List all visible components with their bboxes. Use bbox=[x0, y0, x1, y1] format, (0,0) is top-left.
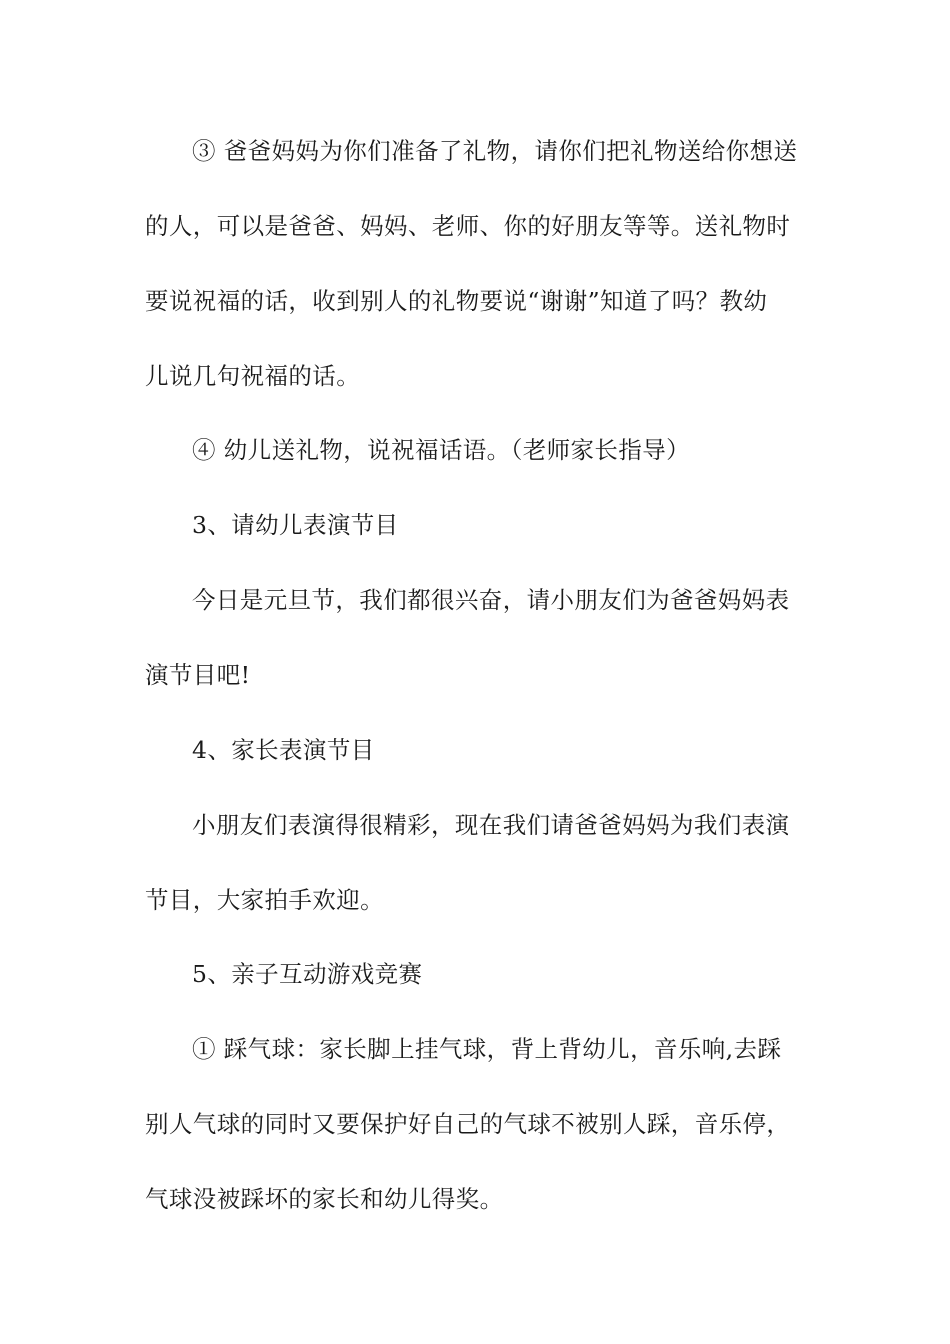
paragraph-new-year-line-1: 今日是元旦节，我们都很兴奋，请小朋友们为爸爸妈妈表 bbox=[192, 586, 790, 614]
paragraph-balloon-game-line-2: 别人气球的同时又要保护好自己的气球不被别人踩，音乐停， bbox=[145, 1110, 791, 1138]
paragraph-parents-performance-line-2: 节目，大家拍手欢迎。 bbox=[145, 886, 384, 914]
paragraph-gift-prep-line-3: 要说祝福的话，收到别人的礼物要说“谢谢”知道了吗？教幼 bbox=[145, 287, 768, 315]
section-heading-parent-child-game: 5、亲子互动游戏竞赛 bbox=[192, 960, 423, 988]
paragraph-new-year-line-2: 演节目吧! bbox=[145, 661, 251, 689]
paragraph-balloon-game-line-3: 气球没被踩坏的家长和幼儿得奖。 bbox=[145, 1185, 504, 1213]
section-heading-parents-performance: 4、家长表演节目 bbox=[192, 736, 375, 764]
paragraph-gift-prep-line-1: ③ 爸爸妈妈为你们准备了礼物，请你们把礼物送给你想送 bbox=[192, 137, 798, 165]
paragraph-gift-prep-line-2: 的人，可以是爸爸、妈妈、老师、你的好朋友等等。送礼物时 bbox=[145, 212, 791, 240]
paragraph-send-gifts: ④ 幼儿送礼物，说祝福话语。（老师家长指导） bbox=[192, 436, 691, 464]
paragraph-parents-performance-line-1: 小朋友们表演得很精彩，现在我们请爸爸妈妈为我们表演 bbox=[192, 811, 790, 839]
paragraph-gift-prep-line-4: 儿说几句祝福的话。 bbox=[145, 362, 361, 390]
section-heading-children-performance: 3、请幼儿表演节目 bbox=[192, 511, 399, 539]
paragraph-balloon-game-line-1: ① 踩气球：家长脚上挂气球，背上背幼儿，音乐响,去踩 bbox=[192, 1035, 782, 1063]
